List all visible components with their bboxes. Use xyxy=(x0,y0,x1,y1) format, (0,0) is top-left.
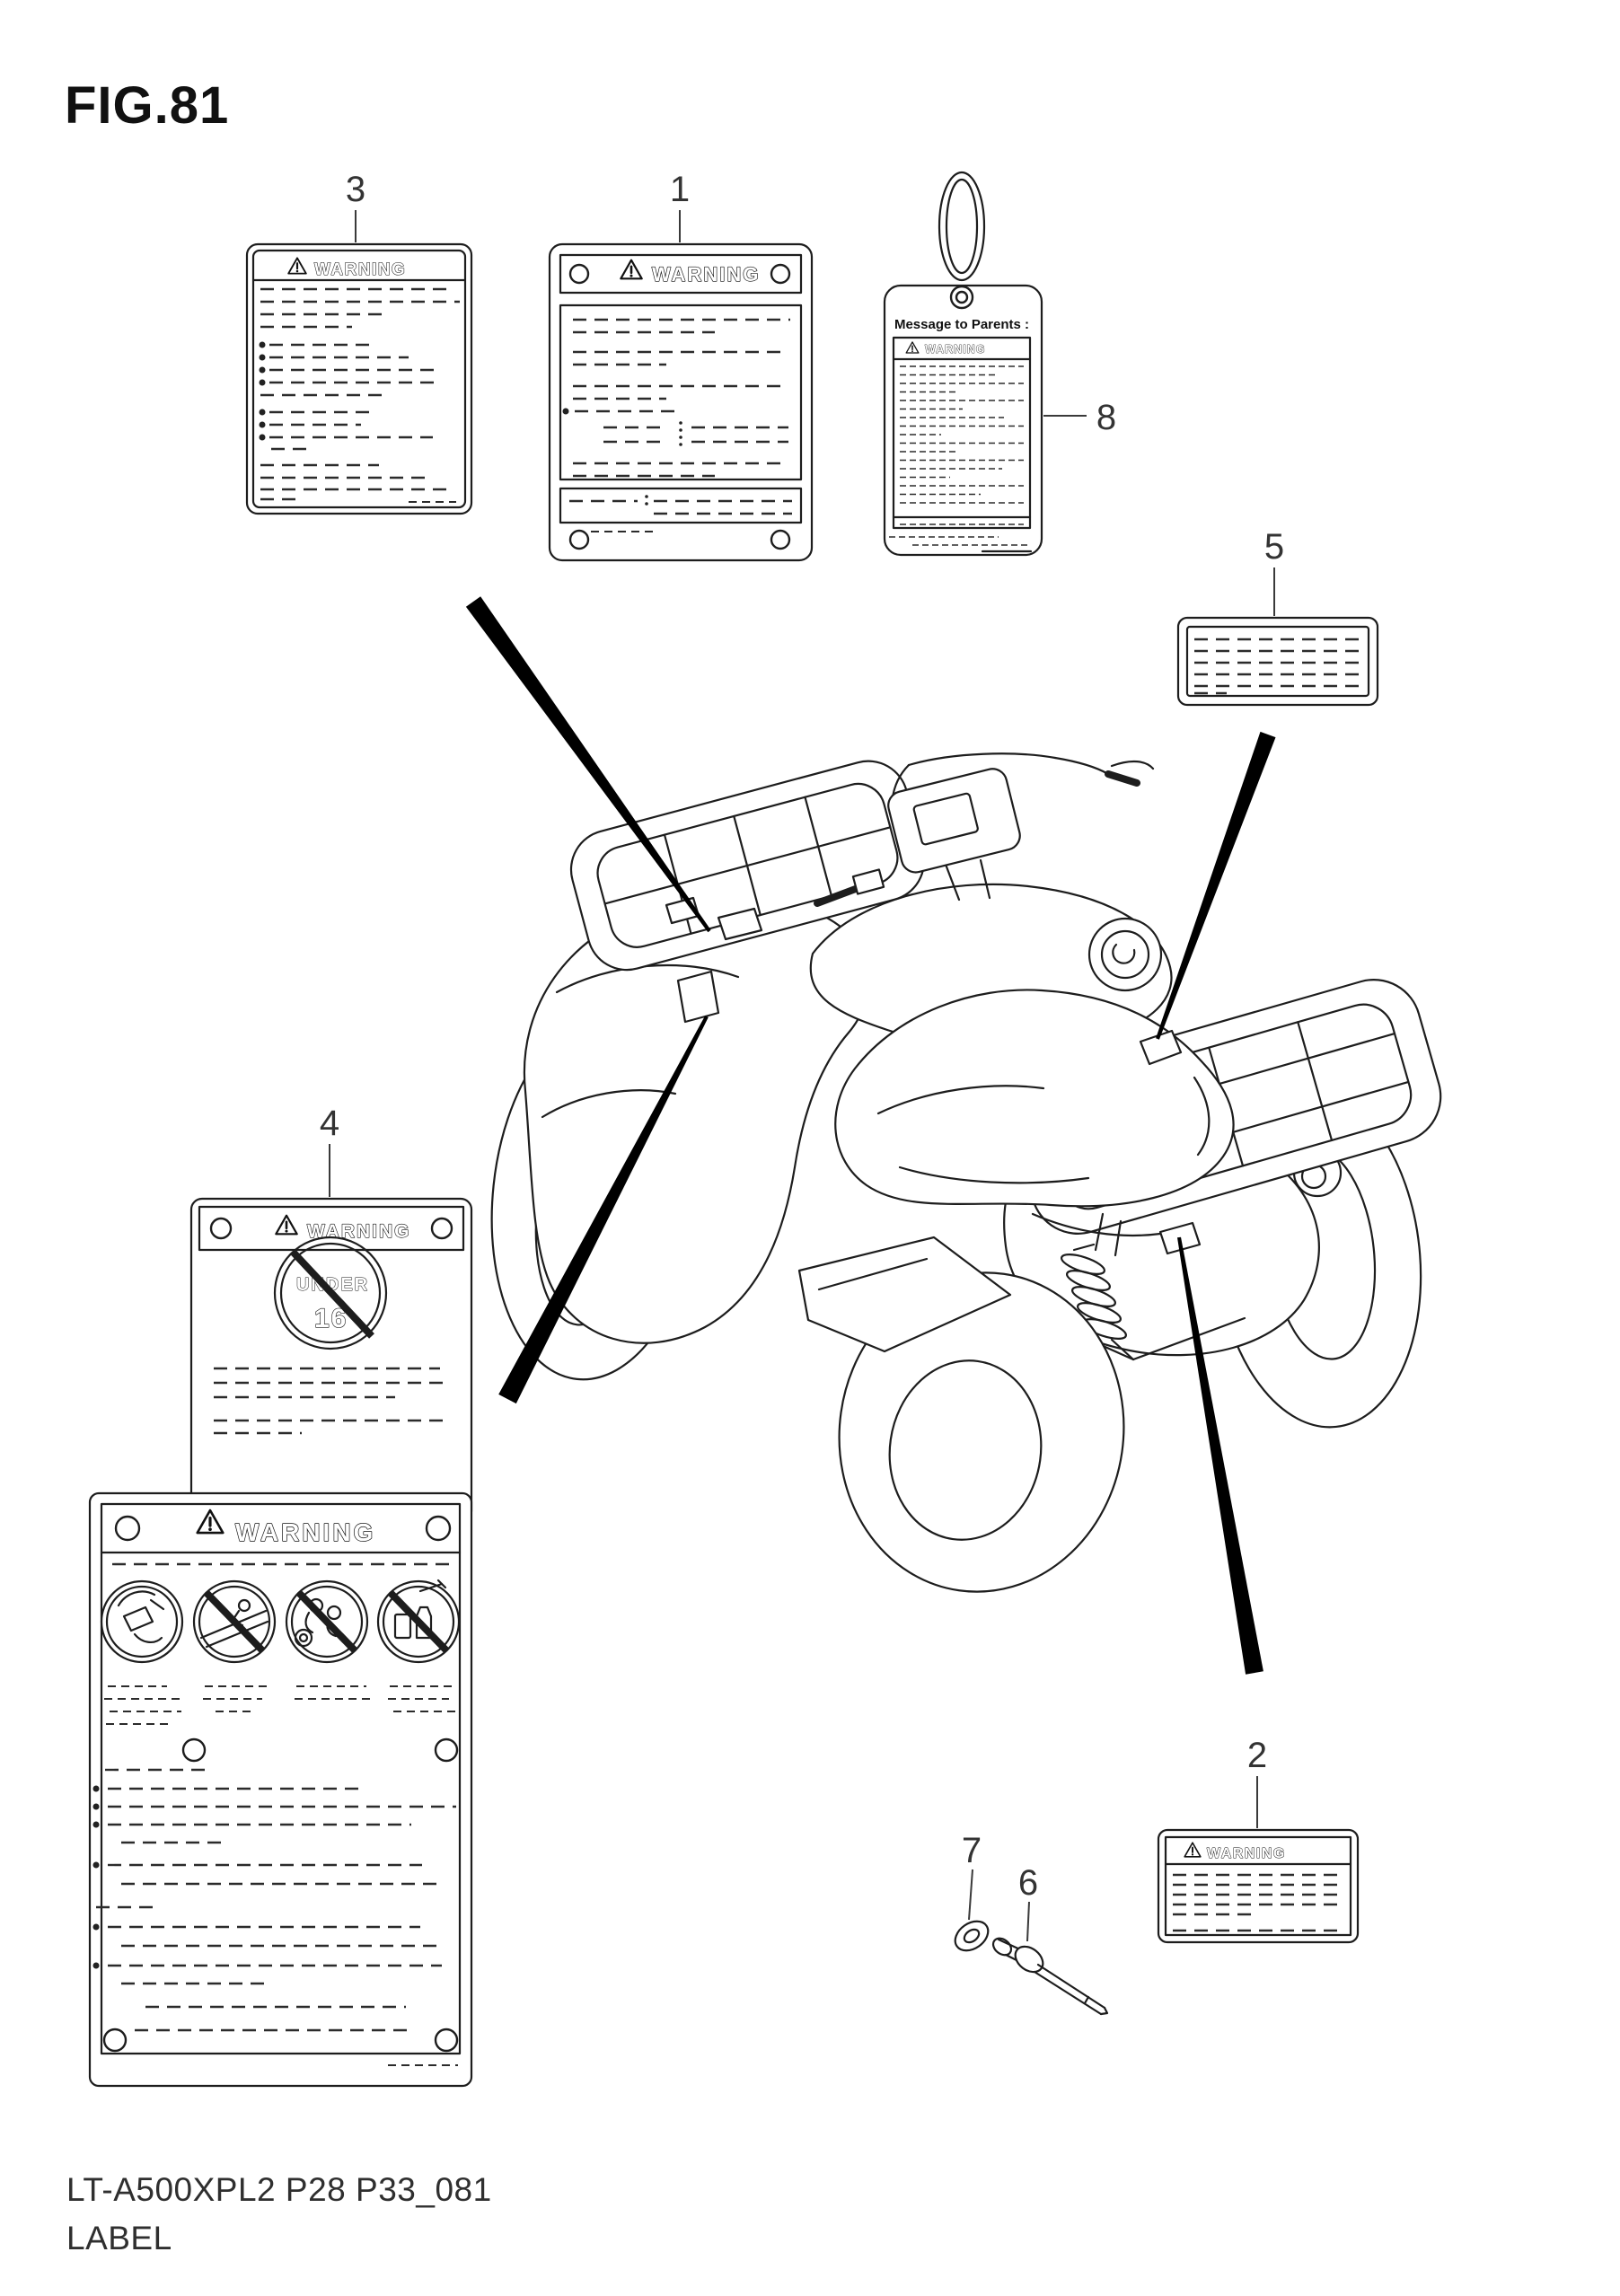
callout-5: 5 xyxy=(1263,527,1285,567)
handlebar-part xyxy=(909,753,1055,765)
label3-text-lines-part xyxy=(260,409,266,416)
label1-text-lines-part xyxy=(679,443,682,446)
instrument-pod xyxy=(885,766,1023,875)
tag-warning-title: WARNING xyxy=(925,343,986,356)
large-warning-label-part xyxy=(104,2029,126,2051)
large-warning-label-part xyxy=(436,2029,457,2051)
side-label-patch xyxy=(678,972,718,1022)
large-warning-label-part xyxy=(183,1739,205,1761)
rivet-item-6-part xyxy=(1101,2008,1107,2014)
label1-text-lines-part xyxy=(679,428,682,432)
rivet-item-6-part xyxy=(1035,1972,1101,2014)
page-footer xyxy=(66,2166,492,2262)
under16-number: 16 xyxy=(314,1304,348,1333)
warning-label-5-part xyxy=(1187,627,1369,696)
label1-text-lines-part xyxy=(679,435,682,439)
warning-label-4-part xyxy=(211,1218,231,1238)
warning-label-1 xyxy=(550,244,812,560)
large-label-text-lines-part xyxy=(93,1862,100,1869)
label3-text-lines-part xyxy=(260,380,266,386)
large-label-text-lines-part xyxy=(93,1786,100,1792)
warning-label-4 xyxy=(191,1199,471,1522)
label1-lower-lines-part xyxy=(645,502,648,506)
handlebar-part xyxy=(1108,774,1137,783)
large-warning-label-part xyxy=(116,1517,139,1540)
warning-label-1-part xyxy=(771,531,789,549)
warning-label-3 xyxy=(247,244,471,514)
warning-label-1-part xyxy=(771,265,789,283)
warning-label-5 xyxy=(1178,618,1378,705)
large-label-warning-title: WARNING xyxy=(235,1518,376,1546)
large-warning-label-part xyxy=(427,1517,450,1540)
callout-7: 7 xyxy=(961,1831,982,1870)
large-label-text-lines-part xyxy=(93,1822,100,1828)
large-label-text-lines-part xyxy=(93,1924,100,1931)
callout-4: 4 xyxy=(319,1104,340,1143)
callout-1: 1 xyxy=(669,170,691,209)
handlebar-part xyxy=(1112,761,1153,769)
fuel-cap-part xyxy=(1102,931,1149,978)
warning-label-1-part xyxy=(570,265,588,283)
arrow-label5-to-seat xyxy=(1156,732,1275,1040)
label3-text-lines-part xyxy=(260,355,266,361)
hang-tag-label-8-part xyxy=(946,180,977,273)
label1-lower-lines-part xyxy=(645,495,648,498)
hang-tag-label-8 xyxy=(885,172,1042,555)
callout-8: 8 xyxy=(1096,398,1117,437)
under16-word: UNDER xyxy=(296,1275,370,1295)
large-warning-label-part xyxy=(101,1504,460,2054)
label2-warning-title: WARNING xyxy=(1207,1846,1286,1861)
warning-label-2 xyxy=(1158,1830,1358,1942)
label1-text-lines-part xyxy=(679,421,682,425)
large-label-text-lines-part xyxy=(93,1963,100,1969)
hang-tag-title: Message to Parents : xyxy=(894,317,1030,332)
fuel-cap xyxy=(1089,919,1161,990)
callouts-part xyxy=(969,1869,973,1920)
washer-item-7 xyxy=(950,1915,994,1957)
warning-label-4-part xyxy=(432,1218,452,1238)
rivet-item-6 xyxy=(990,1935,1107,2014)
handlebar-part xyxy=(1055,758,1108,774)
label3-text-lines-part xyxy=(260,422,266,428)
figure-title: FIG.81 xyxy=(65,76,230,135)
large-label-text-lines-part xyxy=(93,1804,100,1810)
label1-warning-title: WARNING xyxy=(652,263,761,286)
label4-warning-title: WARNING xyxy=(307,1221,411,1242)
rivet-item-6-part xyxy=(1038,1965,1105,2008)
label3-text-lines-part xyxy=(260,367,266,374)
hang-tag-label-8-part xyxy=(956,292,967,303)
label3-text-lines-part xyxy=(260,435,266,441)
large-warning-label-part xyxy=(436,1739,457,1761)
sheet-caption: LABEL xyxy=(66,2219,172,2256)
large-warning-label xyxy=(90,1493,471,2086)
model-code: LT-A500XPL2 P28 P33_081 xyxy=(66,2171,492,2208)
label3-text-lines-part xyxy=(260,342,266,348)
warning-label-1-part xyxy=(570,531,588,549)
callout-3: 3 xyxy=(345,170,366,209)
label3-warning-title: WARNING xyxy=(314,260,407,279)
callouts-part xyxy=(1027,1902,1029,1941)
label1-text-lines-part xyxy=(563,409,569,415)
rivet-item-6-part xyxy=(990,1935,1014,1958)
callout-2: 2 xyxy=(1246,1736,1268,1775)
callout-6: 6 xyxy=(1017,1863,1039,1903)
rivet-item-6-part xyxy=(1085,1997,1088,2003)
